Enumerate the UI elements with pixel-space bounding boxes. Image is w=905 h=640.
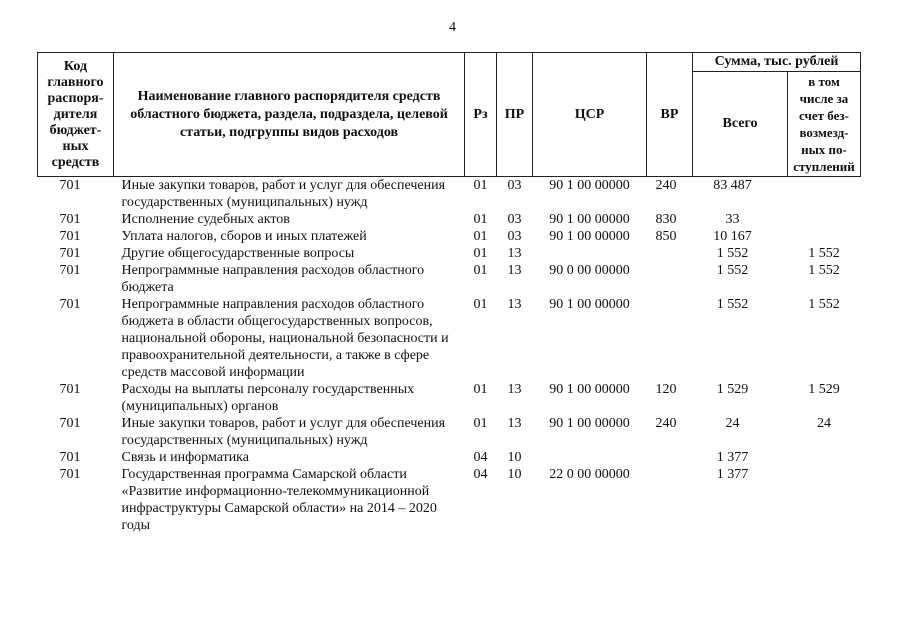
cell-name: Государственная программа Самарской области «Развитие информационно-телекоммуникационной инфраструктуры Самарской области» на 2014 – 2020 годы: [121, 467, 437, 533]
page-number: 4: [449, 20, 456, 35]
cell-csr: [533, 449, 647, 466]
cell-code: 701: [59, 467, 81, 482]
cell-pr: 13: [507, 246, 522, 261]
cell-rz: 01: [473, 178, 488, 193]
cell-name: Расходы на выплаты персоналу государственных (муниципальных) органов: [121, 382, 415, 414]
cell-name: Иные закупки товаров, работ и услуг для обеспечения государственных (муниципальных) нужд: [121, 178, 446, 210]
cell-pr: 10: [507, 467, 522, 482]
cell-csr: 90 1 00 00000: [549, 229, 630, 244]
cell-rz: 04: [473, 450, 488, 465]
cell-vr: 850: [655, 229, 677, 244]
cell-name: Иные закупки товаров, работ и услуг для обеспечения государственных (муниципальных) нужд: [121, 416, 446, 448]
header-csr: ЦСР: [533, 53, 647, 177]
cell-gratuitous: [788, 211, 861, 228]
table-row: [38, 228, 861, 245]
table-row: [38, 449, 861, 466]
cell-pr: 03: [507, 229, 522, 244]
cell-total: 1 552: [716, 297, 749, 312]
cell-code: 701: [59, 178, 81, 193]
cell-code: 701: [59, 212, 81, 227]
table-row: [38, 245, 861, 262]
cell-name: Непрограммные направления расходов областного бюджета: [121, 263, 425, 295]
cell-vr: 240: [655, 416, 677, 431]
table-header: [38, 53, 861, 177]
cell-vr: 120: [655, 382, 677, 397]
cell-total: 83 487: [713, 178, 752, 193]
header-vr: ВР: [647, 53, 693, 177]
cell-rz: 01: [473, 416, 488, 431]
header-rz: Рз: [465, 53, 497, 177]
cell-pr: 03: [507, 178, 522, 193]
cell-vr: [647, 262, 693, 296]
cell-code: 701: [59, 382, 81, 397]
cell-name: Уплата налогов, сборов и иных платежей: [121, 229, 367, 244]
cell-pr: 13: [507, 263, 522, 278]
cell-code: 701: [59, 450, 81, 465]
table-row: [38, 466, 861, 534]
cell-total: 10 167: [713, 229, 752, 244]
cell-name: Другие общегосударственные вопросы: [121, 246, 355, 261]
cell-vr: [647, 245, 693, 262]
header-sum: Сумма, тыс. рублей: [693, 53, 861, 72]
cell-gratuitous: [788, 449, 861, 466]
cell-code: 701: [59, 416, 81, 431]
cell-name: Связь и информатика: [121, 450, 249, 465]
cell-name: Непрограммные направления расходов областного бюджета в области общегосударственных вопросов, национальной обороны, национальной безопасности и правоохранительной деятельности, а также в сфере средств массовой информации: [121, 297, 449, 380]
table-row: [38, 296, 861, 381]
cell-total: 1 377: [716, 450, 749, 465]
cell-gratuitous: 1 552: [808, 297, 840, 312]
table-row: [38, 415, 861, 449]
cell-pr: 13: [507, 416, 522, 431]
cell-pr: 13: [507, 297, 522, 312]
cell-total: 33: [725, 212, 740, 227]
header-gratuitous: в том числе за счет без-возмезд-ных по-ступлений: [788, 72, 861, 177]
cell-csr: 90 1 00 00000: [549, 212, 630, 227]
cell-csr: 90 0 00 00000: [549, 263, 630, 278]
header-total: Всего: [693, 72, 788, 177]
cell-csr: 90 1 00 00000: [549, 297, 630, 312]
cell-csr: [533, 245, 647, 262]
table-body: [38, 177, 861, 535]
cell-vr: [647, 296, 693, 381]
cell-vr: 240: [655, 178, 677, 193]
cell-vr: [647, 449, 693, 466]
cell-total: 1 377: [716, 467, 749, 482]
cell-rz: 01: [473, 263, 488, 278]
cell-rz: 01: [473, 246, 488, 261]
table-row: [38, 262, 861, 296]
header-name: Наименование главного распорядителя средств областного бюджета, раздела, подраздела, целевой статьи, подгруппы видов расходов: [114, 53, 465, 177]
cell-rz: 04: [473, 467, 488, 482]
cell-total: 24: [725, 416, 740, 431]
cell-gratuitous: 1 552: [808, 263, 840, 278]
cell-csr: 22 0 00 00000: [549, 467, 630, 482]
cell-pr: 13: [507, 382, 522, 397]
cell-total: 1 552: [716, 246, 749, 261]
cell-rz: 01: [473, 212, 488, 227]
cell-gratuitous: 24: [817, 416, 831, 431]
cell-total: 1 552: [716, 263, 749, 278]
cell-code: 701: [59, 263, 81, 278]
header-code: Код главного распоря-дителя бюджет-ных средств: [38, 53, 114, 177]
cell-rz: 01: [473, 297, 488, 312]
cell-rz: 01: [473, 382, 488, 397]
table-row: [38, 177, 861, 212]
cell-gratuitous: [788, 466, 861, 534]
header-pr: ПР: [497, 53, 533, 177]
cell-gratuitous: 1 552: [808, 246, 840, 261]
cell-csr: 90 1 00 00000: [549, 382, 630, 397]
cell-gratuitous: [788, 228, 861, 245]
cell-total: 1 529: [716, 382, 749, 397]
cell-name: Исполнение судебных актов: [121, 212, 290, 227]
cell-code: 701: [59, 229, 81, 244]
cell-code: 701: [59, 246, 81, 261]
cell-csr: 90 1 00 00000: [549, 416, 630, 431]
cell-code: 701: [59, 297, 81, 312]
table-row: [38, 381, 861, 415]
cell-rz: 01: [473, 229, 488, 244]
cell-vr: 830: [655, 212, 677, 227]
cell-pr: 10: [507, 450, 522, 465]
cell-gratuitous: [788, 177, 861, 212]
cell-vr: [647, 466, 693, 534]
cell-csr: 90 1 00 00000: [549, 178, 630, 193]
cell-pr: 03: [507, 212, 522, 227]
table-row: [38, 211, 861, 228]
cell-gratuitous: 1 529: [808, 382, 840, 397]
budget-table: [37, 52, 861, 534]
